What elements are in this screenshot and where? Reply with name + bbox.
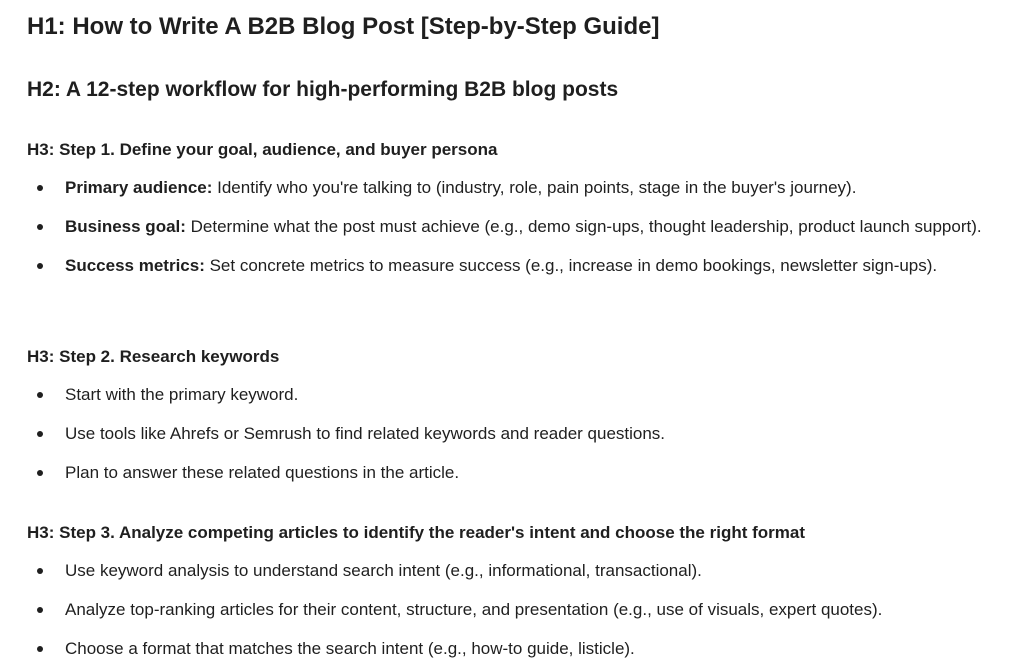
bullet-icon bbox=[37, 607, 43, 613]
list-item bbox=[27, 250, 1002, 281]
bullet-icon bbox=[37, 392, 43, 398]
page-title: H1: How to Write A B2B Blog Post [Step-by-Step Guide] bbox=[27, 13, 660, 40]
bullet-icon bbox=[37, 263, 43, 269]
step-2-list bbox=[27, 379, 1002, 496]
list-item-text: Use keyword analysis to understand search intent (e.g., informational, transactional). bbox=[65, 561, 702, 580]
list-item bbox=[27, 211, 1002, 242]
list-item bbox=[27, 633, 1002, 664]
list-item-text: Choose a format that matches the search intent (e.g., how-to guide, listicle). bbox=[65, 639, 635, 658]
list-item-label: Primary audience: bbox=[65, 178, 213, 197]
list-item-text: Start with the primary keyword. bbox=[65, 385, 299, 404]
section-heading: H2: A 12-step workflow for high-performing B2B blog posts bbox=[27, 78, 619, 101]
step-3-list bbox=[27, 555, 1002, 672]
list-item bbox=[27, 379, 1002, 410]
step-3-heading: H3: Step 3. Analyze competing articles to identify the reader's intent and choose the right format bbox=[27, 523, 805, 542]
bullet-icon bbox=[37, 470, 43, 476]
bullet-icon bbox=[37, 185, 43, 191]
list-item-text: Set concrete metrics to measure success (e.g., increase in demo bookings, newsletter sign-ups). bbox=[204, 256, 938, 275]
bullet-icon bbox=[37, 646, 43, 652]
bullet-icon bbox=[37, 568, 43, 574]
list-item bbox=[27, 418, 1002, 449]
list-item bbox=[27, 555, 1002, 586]
list-item bbox=[27, 172, 1002, 203]
list-item-text: Plan to answer these related questions in the article. bbox=[65, 463, 460, 482]
list-item bbox=[27, 457, 1002, 488]
step-1-list bbox=[27, 172, 1002, 289]
list-item-text: Determine what the post must achieve (e.g., demo sign-ups, thought leadership, product launch support). bbox=[185, 217, 982, 236]
bullet-icon bbox=[37, 431, 43, 437]
list-item-label: Success metrics: bbox=[65, 256, 205, 275]
step-1-heading: H3: Step 1. Define your goal, audience, and buyer persona bbox=[27, 140, 498, 159]
list-item-text: Use tools like Ahrefs or Semrush to find related keywords and reader questions. bbox=[65, 424, 666, 443]
list-item-text: Identify who you're talking to (industry, role, pain points, stage in the buyer's journey). bbox=[212, 178, 857, 197]
list-item-label: Business goal: bbox=[65, 217, 186, 236]
list-item bbox=[27, 594, 1002, 625]
list-item-text: Analyze top-ranking articles for their content, structure, and presentation (e.g., use of visuals, expert quotes). bbox=[65, 600, 883, 619]
bullet-icon bbox=[37, 224, 43, 230]
step-2-heading: H3: Step 2. Research keywords bbox=[27, 347, 280, 366]
